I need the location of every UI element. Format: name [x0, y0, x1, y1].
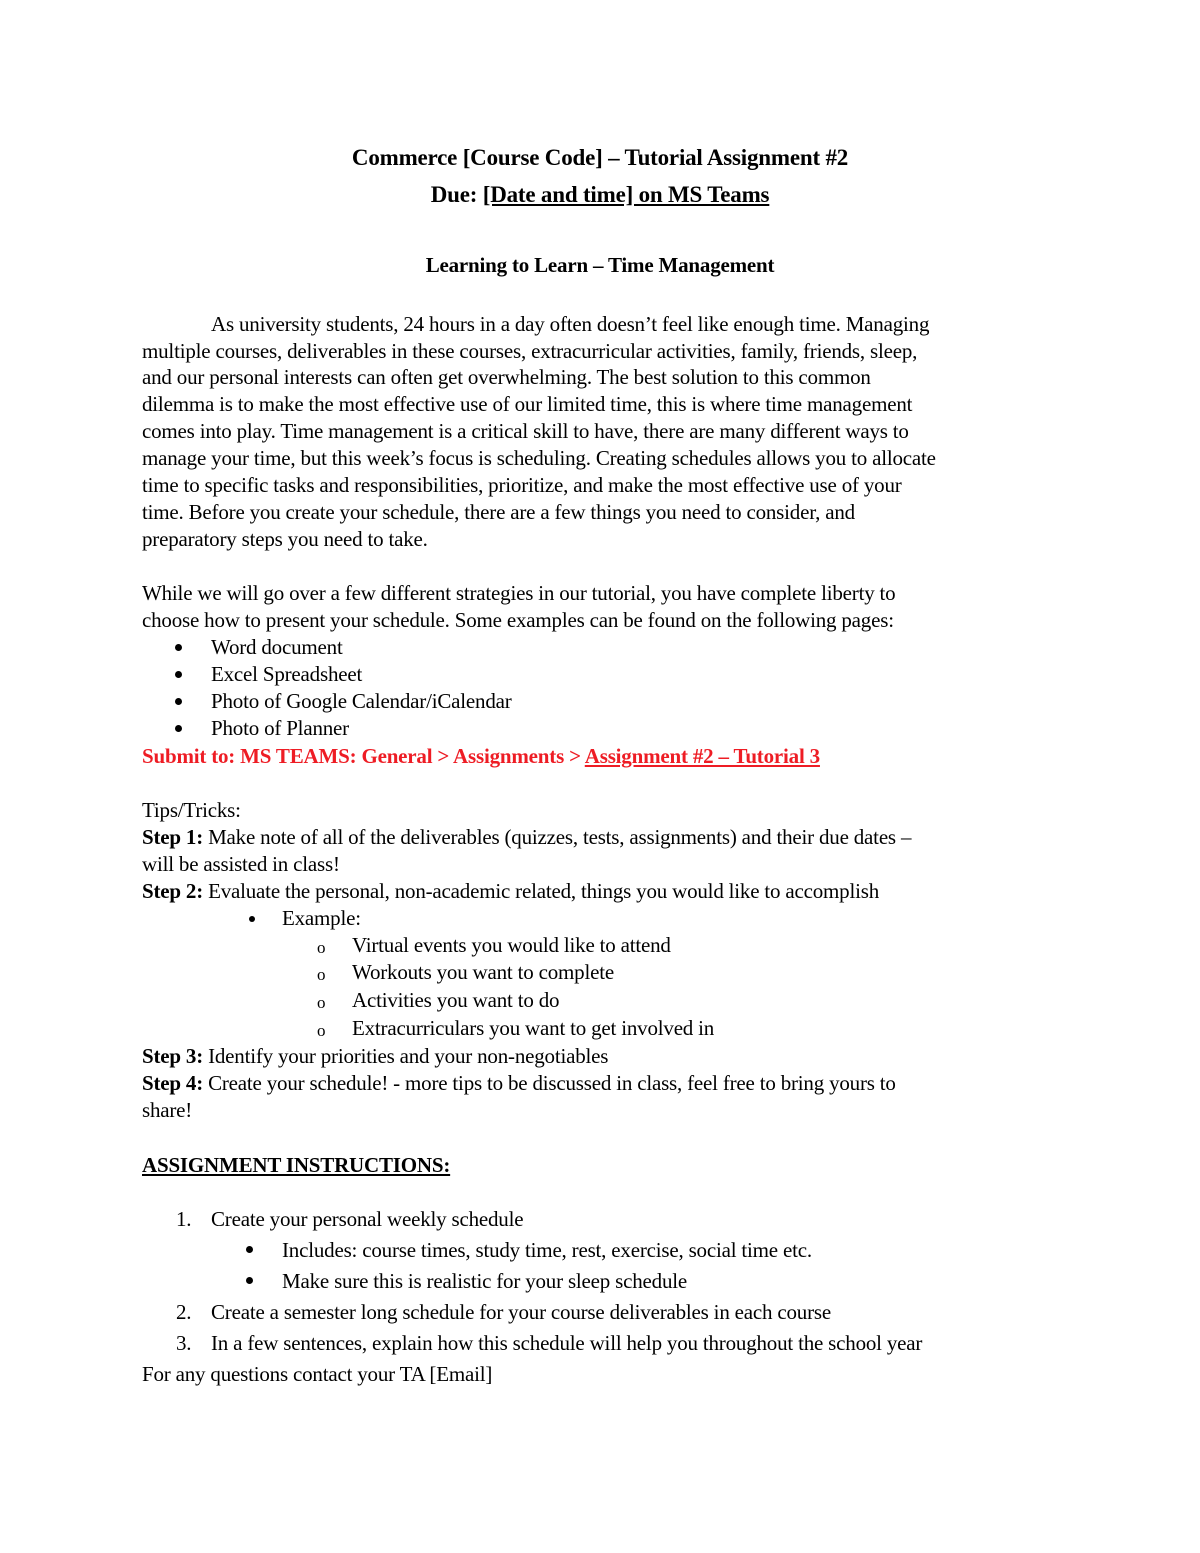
list-number: 1. [176, 1207, 192, 1231]
example-label: Example: [282, 906, 361, 930]
step-4-continued: share! [142, 1098, 193, 1122]
section-subtitle: Learning to Learn – Time Management [425, 253, 775, 277]
intro-line: multiple courses, deliverables in these courses, extracurricular activities, family, friends, sleep, [142, 339, 918, 363]
example-item: Photo of Planner [211, 716, 349, 740]
step-label: Step 2: [142, 879, 204, 903]
instruction-item: Create a semester long schedule for your course deliverables in each course [211, 1300, 831, 1324]
instruction-item: In a few sentences, explain how this schedule will help you throughout the school year [211, 1331, 923, 1355]
sub-item: Activities you want to do [352, 988, 560, 1012]
bullet-icon [246, 1246, 253, 1253]
instruction-item: Create your personal weekly schedule [211, 1207, 524, 1231]
due-label: Due: [430, 182, 478, 207]
intro-line: preparatory steps you need to take. [142, 527, 428, 551]
step-1-continued: will be assisted in class! [142, 852, 340, 876]
step-label: Step 4: [142, 1071, 204, 1095]
instruction-sub-item: Includes: course times, study time, rest, exercise, social time etc. [282, 1238, 812, 1262]
strategy-line: choose how to present your schedule. Some examples can be found on the following pages: [142, 608, 894, 632]
intro-line: time. Before you create your schedule, there are a few things you need to consider, and [142, 500, 855, 524]
bullet-icon [249, 916, 255, 922]
step-text: Make note of all of the deliverables (quizzes, tests, assignments) and their due dates – [208, 825, 912, 849]
sub-item: Workouts you want to complete [352, 960, 614, 984]
submit-path: Submit to: MS TEAMS: General > Assignments > [142, 744, 581, 768]
sub-bullet-icon: o [317, 1021, 326, 1040]
due-value: [Date and time] on MS Teams [482, 182, 770, 207]
instructions-heading: ASSIGNMENT INSTRUCTIONS: [142, 1153, 451, 1177]
submit-line [142, 743, 820, 770]
list-number: 3. [176, 1331, 192, 1355]
bullet-icon [175, 698, 182, 705]
example-item: Photo of Google Calendar/iCalendar [211, 689, 512, 713]
submit-link[interactable]: Assignment #2 – Tutorial 3 [584, 744, 820, 768]
example-item: Excel Spreadsheet [211, 662, 363, 686]
bullet-icon [175, 725, 182, 732]
bullet-icon [175, 644, 182, 651]
step-2 [142, 878, 879, 905]
step-text: Evaluate the personal, non-academic related, things you would like to accomplish [208, 879, 880, 903]
intro-line: As university students, 24 hours in a day often doesn’t feel like enough time. Managing [211, 312, 930, 336]
tips-heading: Tips/Tricks: [142, 798, 241, 822]
list-number: 2. [176, 1300, 192, 1324]
intro-line: dilemma is to make the most effective use of our limited time, this is where time management [142, 392, 913, 416]
step-text: Identify your priorities and your non-negotiables [208, 1044, 609, 1068]
bullet-icon [175, 671, 182, 678]
step-1 [142, 824, 911, 851]
step-label: Step 3: [142, 1044, 204, 1068]
due-line [0, 181, 1200, 208]
sub-bullet-icon: o [317, 938, 326, 957]
step-4 [142, 1070, 896, 1097]
sub-bullet-icon: o [317, 965, 326, 984]
sub-item: Extracurriculars you want to get involved in [352, 1016, 715, 1040]
step-text: Create your schedule! - more tips to be discussed in class, feel free to bring yours to [208, 1071, 896, 1095]
example-item: Word document [211, 635, 343, 659]
document-title: Commerce [Course Code] – Tutorial Assignment #2 [351, 145, 849, 170]
bullet-icon [246, 1277, 253, 1284]
intro-line: comes into play. Time management is a critical skill to have, there are many different ways to [142, 419, 909, 443]
strategy-line: While we will go over a few different strategies in our tutorial, you have complete liberty to [142, 581, 896, 605]
sub-bullet-icon: o [317, 993, 326, 1012]
step-3 [142, 1043, 608, 1070]
sub-item: Virtual events you would like to attend [352, 933, 671, 957]
instruction-sub-item: Make sure this is realistic for your sleep schedule [282, 1269, 688, 1293]
step-label: Step 1: [142, 825, 204, 849]
intro-line: manage your time, but this week’s focus is scheduling. Creating schedules allows you to allocate [142, 446, 936, 470]
contact-line: For any questions contact your TA [Email] [142, 1362, 493, 1386]
intro-line: time to specific tasks and responsibilities, prioritize, and make the most effective use of your [142, 473, 902, 497]
intro-line: and our personal interests can often get overwhelming. The best solution to this common [142, 365, 871, 389]
